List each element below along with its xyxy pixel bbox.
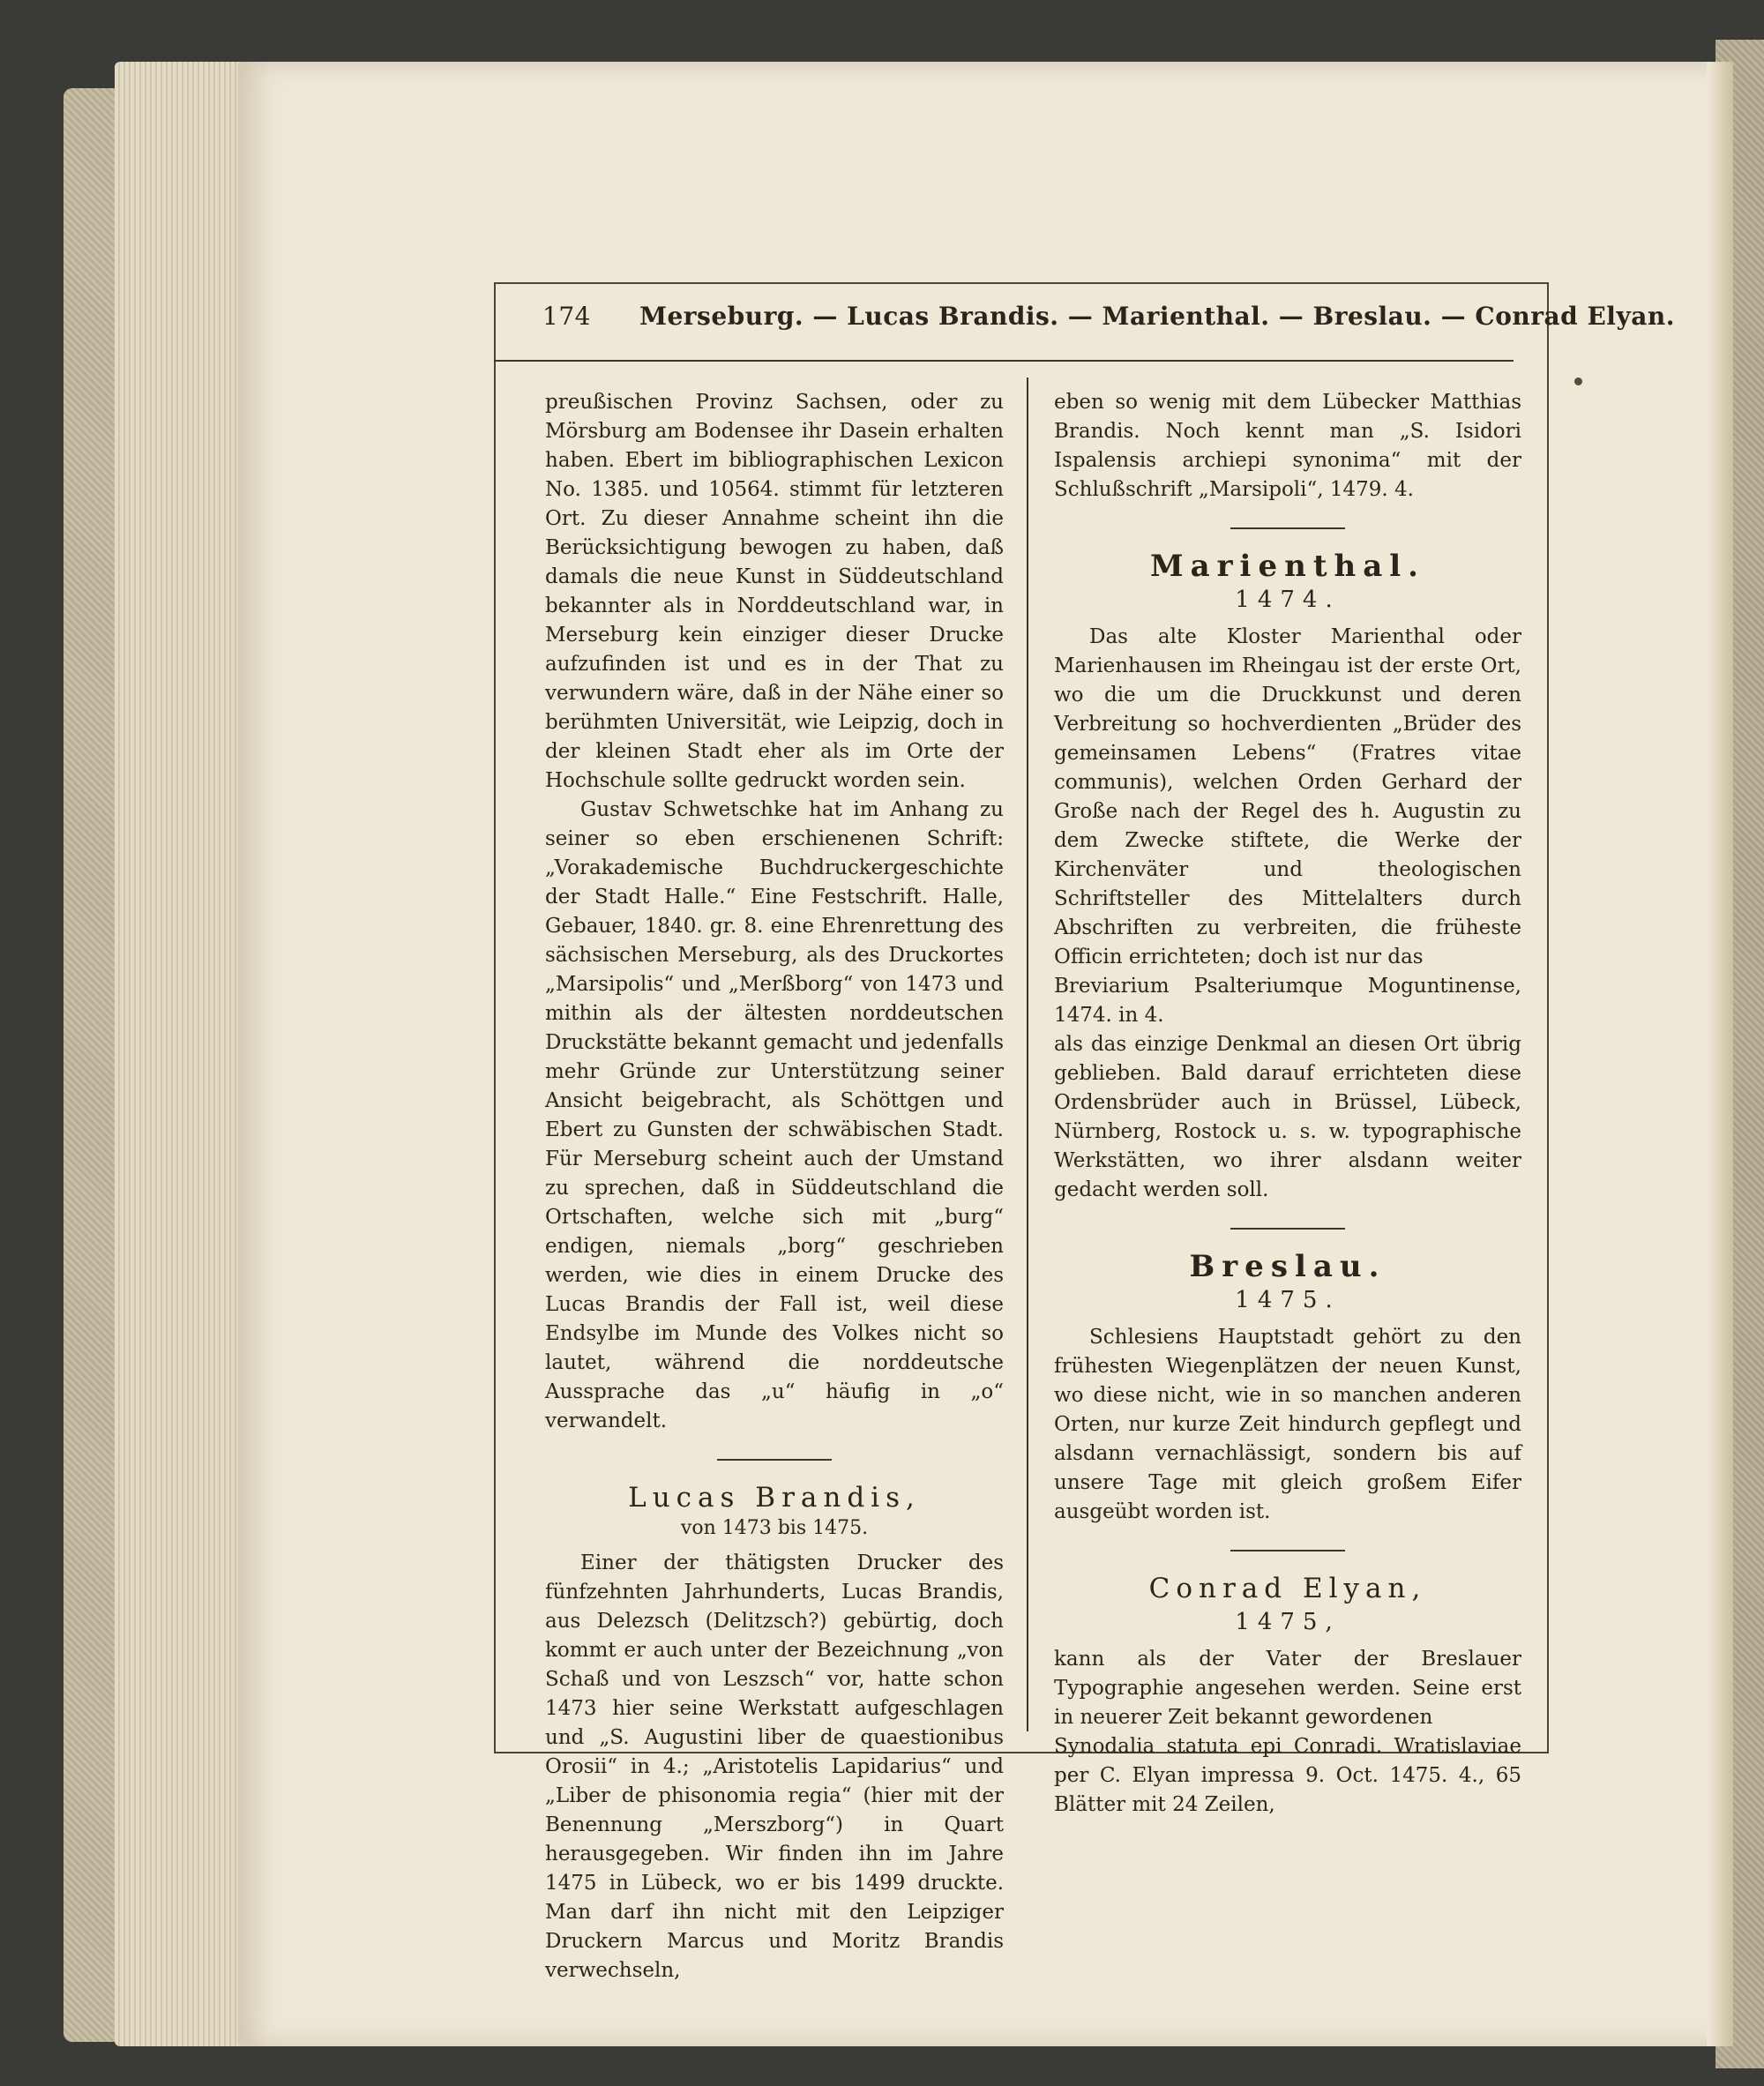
- spine-shadow: [1707, 62, 1733, 2046]
- paragraph: Das alte Kloster Marienthal oder Marienhausen im Rheingau ist der erste Ort, wo die um die Druckkunst und deren Verbreitung so hochverdienten „Brüder des gemeinsamen Lebens“ (Fratres vitae communis), welchen Orden Gerhard der Große nach der Regel des h. Augustin zu dem Zwecke stiftete, die Werke der Kirchenväter und theologischen Schriftsteller des Mittelalters durch Abschriften zu verbreiten, die früheste Officin errichteten; doch ist nur das: [1054, 625, 1521, 968]
- section-rule: [717, 1459, 832, 1461]
- section-rule: [1230, 1228, 1345, 1230]
- paragraph: preußischen Provinz Sachsen, oder zu Mörsburg am Bodensee ihr Dasein erhalten haben. Ebert im bibliographischen Lexicon No. 1385. und 10564. stimmt für letzteren Ort. Zu dieser Annahme scheint ihn die Berücksichtigung bewogen zu haben, daß damals die neue Kunst in Süddeutschland bekannter als in Norddeutschland war, in Merseburg kein einziger dieser Drucke aufzufinden ist und es in der That zu verwundern wäre, daß in der Nähe einer so berühmten Universität, wie Leipzig, doch in der kleinen Stadt eher als im Orte der Hochschule sollte gedruckt worden sein.: [545, 391, 1004, 792]
- section-title-conrad-elyan: Conrad Elyan,: [1148, 1573, 1427, 1604]
- right-column: [1054, 388, 1521, 1820]
- running-head-text: Merseburg. — Lucas Brandis. — Marienthal. — Breslau. — Conrad Elyan.: [639, 302, 1675, 331]
- running-head: [542, 302, 1675, 340]
- section-year: 1474.: [1235, 587, 1341, 613]
- paragraph: als das einzige Denkmal an diesen Ort übrig geblieben. Bald darauf errichteten diese Ordensbrüder auch in Brüssel, Lübeck, Nürnberg, Rostock u. s. w. typographische Werkstätten, wo ihrer alsdann weiter gedacht werden soll.: [1054, 1033, 1521, 1201]
- ink-spot: [1574, 378, 1582, 385]
- paragraph: Schlesiens Hauptstadt gehört zu den frühesten Wiegenplätzen der neuen Kunst, wo diese nicht, wie in so manchen anderen Orten, nur kurze Zeit hindurch gepflegt und alsdann vernachlässigt, sondern bis auf unsere Tage mit gleich großem Eifer ausgeübt worden ist.: [1054, 1326, 1521, 1523]
- header-rule: [494, 360, 1514, 362]
- section-title-lucas-brandis: Lucas Brandis,: [628, 1482, 921, 1514]
- section-subtitle: von 1473 bis 1475.: [680, 1517, 869, 1539]
- column-divider: [1027, 378, 1028, 1731]
- paragraph: Gustav Schwetschke hat im Anhang zu seiner so eben erschienenen Schrift: „Vorakademische Buchdruckergeschichte der Stadt Halle.“ Eine Festschrift. Halle, Gebauer, 1840. gr. 8. eine Ehrenrettung des sächsischen Merseburg, als des Druckortes „Marsipolis“ und „Merßborg“ von 1473 und mithin als der ältesten norddeutschen Druckstätte bekannt gemacht und jedenfalls mehr Gründe zur Unterstützung seiner Ansicht beigebracht, als Schöttgen und Ebert zu Gunsten der schwäbischen Stadt. Für Merseburg scheint auch der Umstand zu sprechen, daß in Süddeutschland die Ortschaften, welche sich mit „burg“ endigen, niemals „borg“ geschrieben werden, wie dies in einem Drucke des Lucas Brandis der Fall ist, weil diese Endsylbe im Munde des Volkes nicht so lautet, während die norddeutsche Aussprache das „u“ häufig in „o“ verwandelt.: [545, 798, 1004, 1432]
- paragraph: kann als der Vater der Breslauer Typographie angesehen werden. Seine erst in neuerer Zeit bekannt gewordenen: [1054, 1648, 1521, 1729]
- left-column: [545, 388, 1004, 1985]
- section-title-breslau: Breslau.: [1189, 1249, 1387, 1284]
- section-title-marienthal: Marienthal.: [1149, 549, 1426, 584]
- paragraph: Einer der thätigsten Drucker des fünfzehnten Jahrhunderts, Lucas Brandis, aus Delezsch (Delitzsch?) gebürtig, doch kommt er auch unter der Bezeichnung „von Schaß und von Leszsch“ vor, hatte schon 1473 hier seine Werkstatt aufgeschlagen und „S. Augustini liber de quaestionibus Orosii“ in 4.; „Aristotelis Lapidarius“ und „Liber de phisonomia regia“ (hier mit der Benennung „Merszborg“) in Quart herausgegeben. Wir finden ihn im Jahre 1475 in Lübeck, wo er bis 1499 druckte. Man darf ihn nicht mit den Leipziger Druckern Marcus und Moritz Brandis verwechseln,: [545, 1551, 1004, 1982]
- page-number: 174: [542, 302, 591, 331]
- section-year: 1475.: [1235, 1287, 1341, 1313]
- book-title: Synodalia statuta epi Conradi. Wratislaviae per C. Elyan impressa 9. Oct. 1475. 4., 65 Blätter mit 24 Zeilen,: [1054, 1735, 1521, 1816]
- book-title: Breviarium Psalteriumque Moguntinense, 1474. in 4.: [1054, 975, 1521, 1027]
- section-rule: [1230, 1550, 1345, 1551]
- section-year: 1475,: [1235, 1609, 1341, 1635]
- section-rule: [1230, 527, 1345, 529]
- paragraph: eben so wenig mit dem Lübecker Matthias Brandis. Noch kennt man „S. Isidori Ispalensis archiepi synonima“ mit der Schlußschrift „Marsipoli“, 1479. 4.: [1054, 391, 1521, 501]
